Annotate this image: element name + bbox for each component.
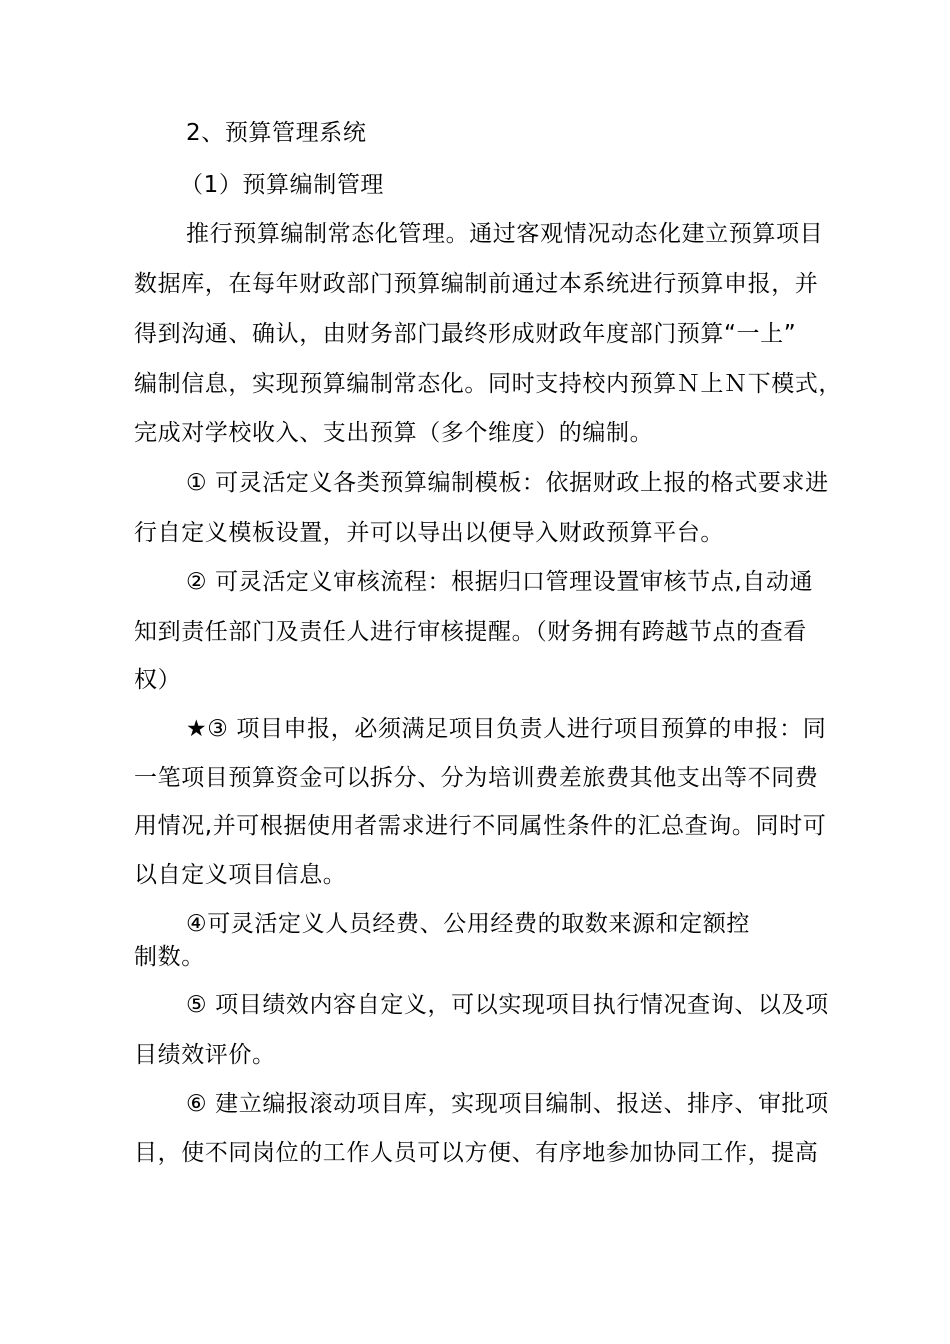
item-2-line-2: 知到责任部门及责任人进行审核提醒。（财务拥有跨越节点的查看	[134, 619, 807, 645]
item-6-line-1: ⑥ 建立编报滚动项目库，实现项目编制、报送、排序、审批项	[186, 1091, 829, 1117]
intro-line-4: 编制信息，实现预算编制常态化。同时支持校内预算Ｎ上Ｎ下模式，	[134, 371, 842, 397]
item-3-line-4: 以自定义项目信息。	[134, 862, 347, 888]
item-2-line-1: ② 可灵活定义审核流程：根据归口管理设置审核节点,自动通	[186, 569, 814, 595]
item-6-line-2: 目，使不同岗位的工作人员可以方便、有序地参加协同工作，提高	[134, 1140, 819, 1166]
item-3-line-3: 用情况,并可根据使用者需求进行不同属性条件的汇总查询。同时可	[134, 813, 827, 839]
intro-line-1: 推行预算编制常态化管理。通过客观情况动态化建立预算项目	[186, 221, 824, 247]
intro-line-3: 得到沟通、确认，由财务部门最终形成财政年度部门预算“一上”	[134, 321, 797, 347]
intro-line-2: 数据库，在每年财政部门预算编制前通过本系统进行预算申报，并	[134, 271, 819, 297]
item-2-line-3: 权）	[134, 667, 182, 693]
section-heading: 2、预算管理系统	[186, 120, 367, 146]
item-4-line-1: ④可灵活定义人员经费、公用经费的取数来源和定额控	[186, 911, 751, 937]
item-3-line-1: ★③ 项目申报，必须满足项目负责人进行项目预算的申报：同	[186, 716, 827, 742]
item-5-line-2: 目绩效评价。	[134, 1042, 276, 1068]
item-4-line-2: 制数。	[134, 944, 205, 970]
intro-line-5: 完成对学校收入、支出预算（多个维度）的编制。	[134, 420, 654, 446]
item-5-line-1: ⑤ 项目绩效内容自定义，可以实现项目执行情况查询、以及项	[186, 992, 829, 1018]
item-1-line-1: ① 可灵活定义各类预算编制模板：依据财政上报的格式要求进	[186, 470, 829, 496]
item-3-line-2: 一笔项目预算资金可以拆分、分为培训费差旅费其他支出等不同费	[134, 765, 819, 791]
subsection-heading: （1）预算编制管理	[180, 172, 385, 198]
item-1-line-2: 行自定义模板设置，并可以导出以便导入财政预算平台。	[134, 520, 724, 546]
